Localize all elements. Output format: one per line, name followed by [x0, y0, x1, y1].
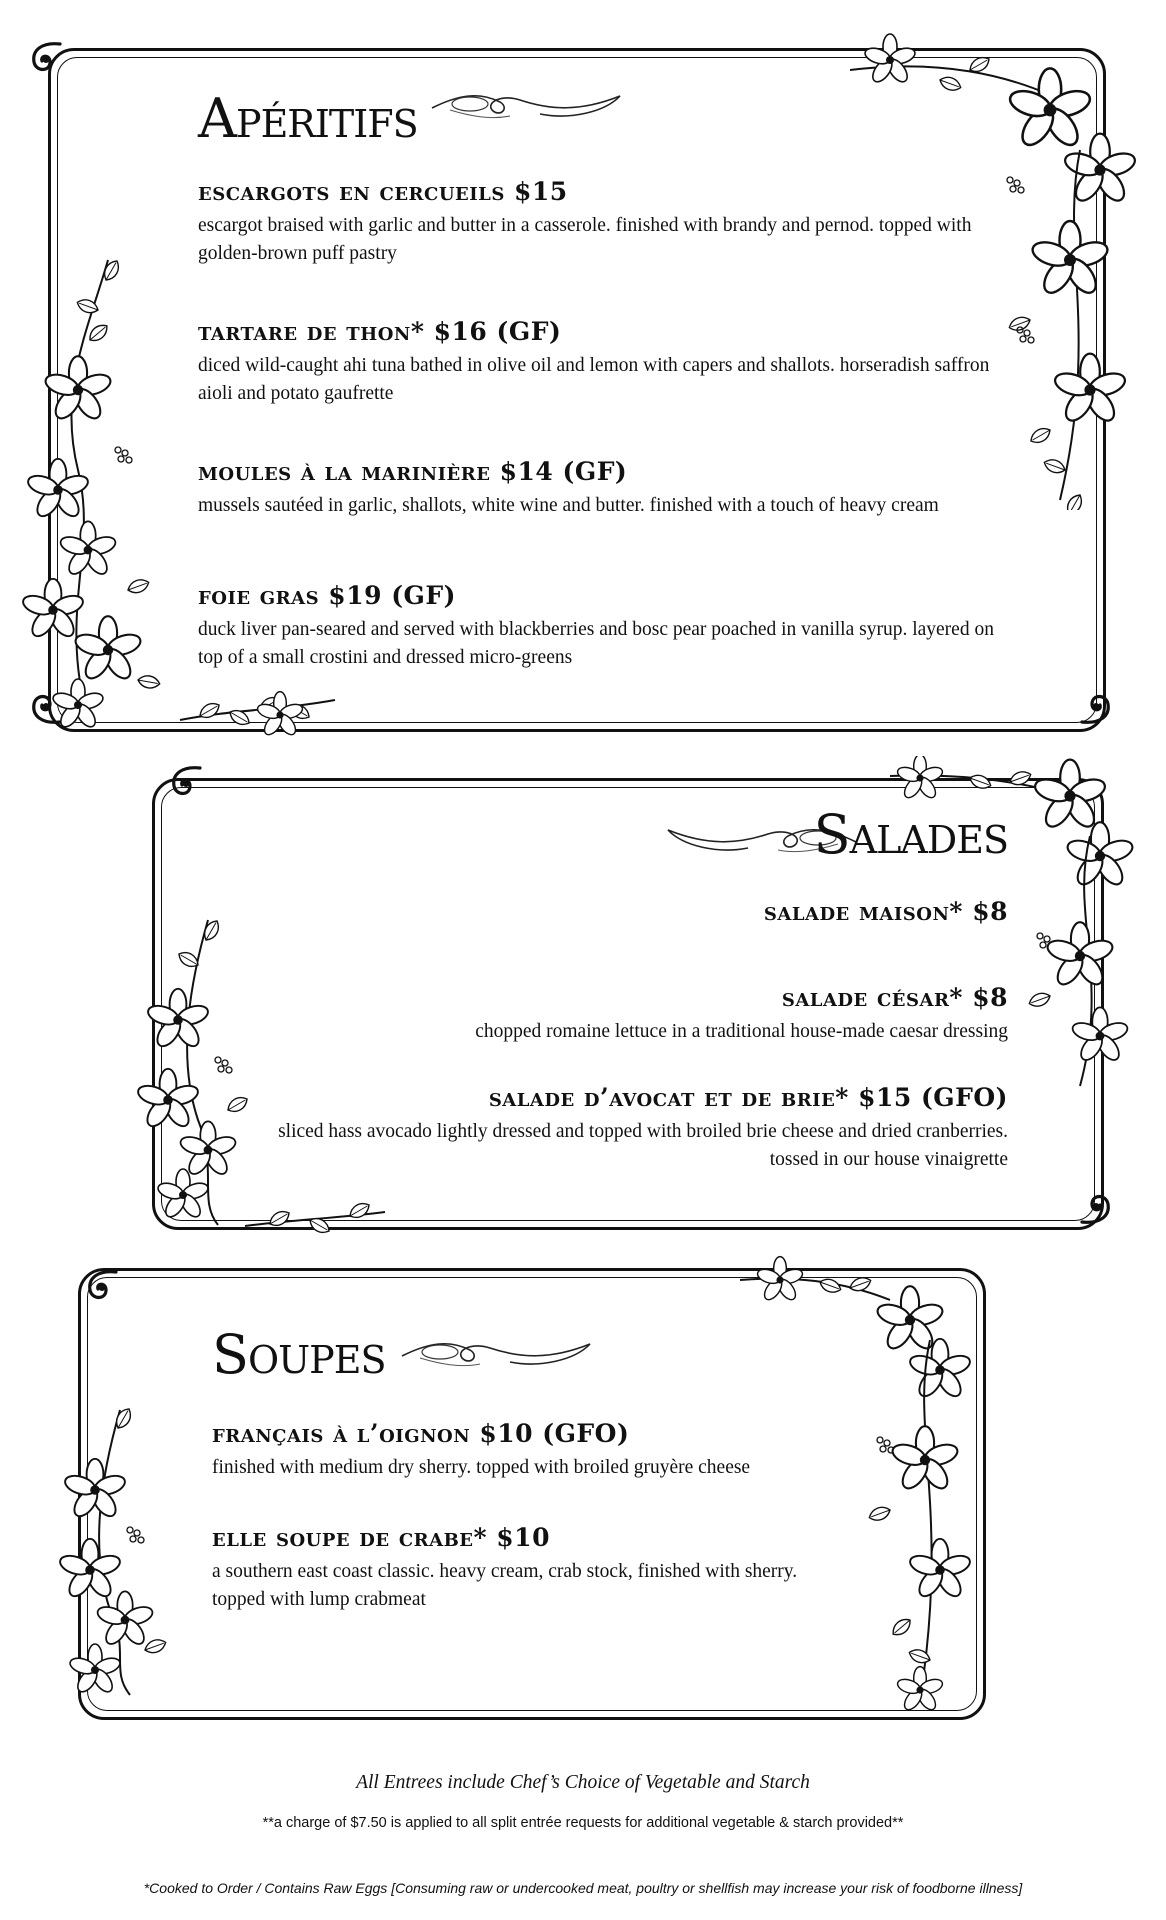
split-charge-note: **a charge of $7.50 is applied to all split entrée requests for additional vegetable & starch provided**	[262, 1815, 904, 1831]
floral-vine-icon	[890, 756, 1140, 1096]
item-title: salade césar* $8	[781, 983, 1008, 1012]
flourish-icon	[430, 86, 630, 126]
scroll-corner-icon	[84, 1268, 120, 1304]
scroll-corner-icon	[168, 764, 204, 800]
menu-item	[248, 1084, 1008, 1174]
item-title: salade maison* $8	[763, 897, 1008, 926]
item-title: escargots en cercueils $15	[198, 177, 568, 206]
menu-item	[212, 1524, 832, 1614]
floral-vine-icon	[740, 1250, 980, 1710]
item-description: escargot braised with garlic and butter in a casserole. finished with brandy and pernod. topped with golden-brown puff pastry	[198, 214, 972, 264]
item-description: chopped romaine lettuce in a traditional house-made caesar dressing	[475, 1020, 1008, 1042]
raw-food-disclaimer: *Cooked to Order / Contains Raw Eggs [Consuming raw or undercooked meat, poultry or shellfish may increase your risk of foodborne illness]	[143, 1880, 1023, 1896]
item-description: duck liver pan-seared and served with blackberries and bosc pear poached in vanilla syrup. layered on top of a small crostini and dressed micro-greens	[198, 618, 994, 668]
floral-vine-icon	[128, 910, 268, 1230]
scroll-corner-icon	[1078, 1190, 1114, 1226]
item-description: mussels sautéed in garlic, shallots, white wine and butter. finished with a touch of heavy cream	[198, 494, 939, 516]
floral-vine-icon	[240, 1196, 390, 1236]
scroll-corner-icon	[1078, 690, 1114, 726]
aperitifs-title: Apéritifs	[198, 87, 418, 150]
item-description: diced wild-caught ahi tuna bathed in olive oil and lemon with capers and shallots. horseradish saffron aioli and potato gaufrette	[198, 354, 990, 404]
item-description: sliced hass avocado lightly dressed and topped with broiled brie cheese and dried cranberries. tossed in our house vinaigrette	[278, 1120, 1008, 1170]
scroll-corner-icon	[28, 40, 64, 76]
salades-title: Salades	[813, 803, 1008, 866]
item-title: français à l’oignon $10 (GFO)	[212, 1419, 630, 1448]
item-title: foie gras $19 (GF)	[198, 581, 456, 610]
item-title: moules à la marinière $14 (GF)	[198, 457, 628, 486]
floral-vine-icon	[250, 690, 310, 740]
item-description: a southern east coast classic. heavy cream, crab stock, finished with sherry. topped with lump crabmeat	[212, 1560, 798, 1610]
floral-vine-icon	[850, 30, 1140, 510]
floral-vine-icon	[50, 1400, 180, 1700]
flourish-icon	[400, 1334, 600, 1374]
item-title: elle soupe de crabe* $10	[212, 1523, 550, 1552]
menu-item	[198, 582, 998, 672]
soupes-title: Soupes	[212, 1323, 386, 1386]
floral-vine-icon	[18, 250, 178, 730]
item-title: salade d’avocat et de brie* $15 (GFO)	[488, 1083, 1008, 1112]
item-title: tartare de thon* $16 (GF)	[198, 317, 562, 346]
footer-note: All Entrees include Chef’s Choice of Vegetable and Starch	[356, 1772, 810, 1793]
item-description: finished with medium dry sherry. topped with broiled gruyère cheese	[212, 1456, 751, 1478]
